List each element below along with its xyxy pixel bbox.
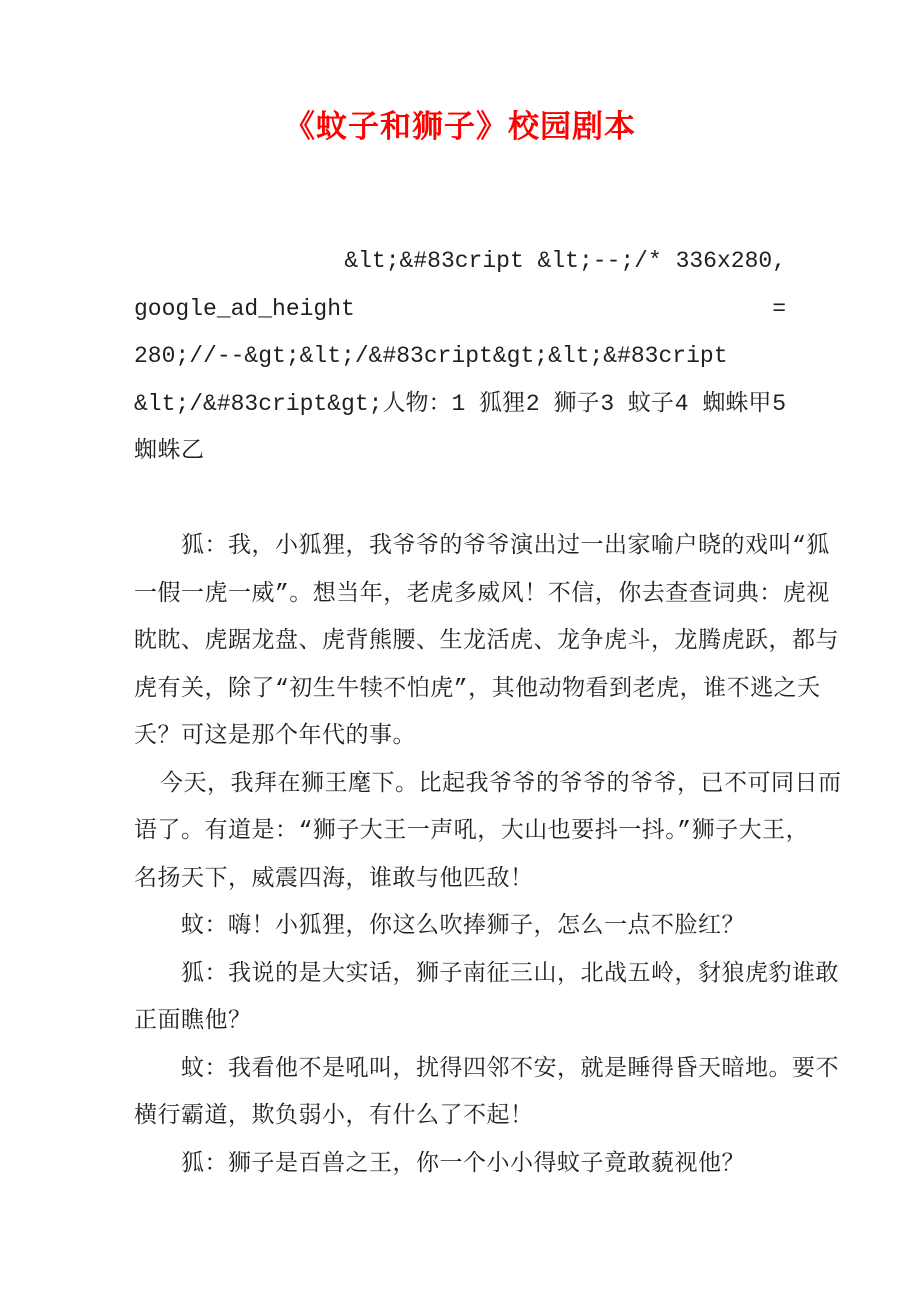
text-line-cast-list (134, 381, 786, 429)
text-adcode-equals: = (772, 295, 786, 322)
blank-line (134, 476, 786, 524)
text-line-mosquito-speech-3: 横行霸道，欺负弱小，有什么了不起！ (134, 1103, 534, 1129)
text-line-fox-speech-11: 狐：狮子是百兽之王，你一个小小得蚊子竟敢藐视他？ (181, 1150, 745, 1177)
text-line-fox-speech-4: 虎有关，除了“初生牛犊不怕虎”，其他动物看到老虎，谁不逃之夭 (134, 675, 821, 702)
text-line-mosquito-speech-1: 蚊：嗨！小狐狸，你这么吹捧狮子，怎么一点不脸红？ (181, 913, 745, 939)
text-line-adcode-2 (134, 286, 786, 334)
text-line-fox-speech-9: 狐：我说的是大实话，狮子南征三山，北战五岭，豺狼虎豹谁敢 (181, 960, 839, 987)
text-line-fox-speech-6: 今天，我拜在狮王麾下。比起我爷爷的爷爷的爷爷，已不可同日而 (160, 770, 842, 797)
document-body (134, 238, 842, 1188)
cast-item-fox: &lt;/&#83cript&gt;人物：1 狐狸 (134, 390, 526, 417)
text-line-adcode-1: &lt;&#83cript &lt;--;/* 336x280, (344, 248, 786, 274)
text-line-fox-speech-8: 名扬天下，威震四海，谁敢与他匹敌！ (134, 865, 534, 892)
cast-item-lion: 2 狮子 (525, 390, 600, 417)
text-line-fox-speech-3: 眈眈、虎踞龙盘、虎背熊腰、生龙活虎、龙争虎斗，龙腾虎跃，都与 (134, 628, 839, 654)
text-line-fox-speech-5: 夭？可这是那个年代的事。 (134, 723, 416, 749)
text-line-mosquito-speech-2: 蚊：我看他不是吼叫，扰得四邻不安，就是睡得昏天暗地。要不 (181, 1055, 839, 1082)
text-line-adcode-3: 280;//--&gt;&lt;/&#83cript&gt;&lt;&#83cript (134, 343, 728, 369)
text-line-fox-speech-2: 一假一虎一威”。想当年，老虎多威风！不信，你去查查词典：虎视 (134, 580, 830, 607)
text-line-fox-speech-1: 狐：我，小狐狸，我爷爷的爷爷演出过一出家喻户晓的戏叫“狐 (181, 533, 830, 559)
text-adcode-variable: google_ad_height (134, 295, 355, 322)
cast-item-mosquito: 3 蚊子 (600, 390, 674, 417)
text-line-fox-speech-7: 语了。有道是：“狮子大王一声吼，大山也要抖一抖。”狮子大王， (134, 818, 810, 844)
document-title: 《蚊子和狮子》校园剧本 (284, 112, 636, 147)
text-line-cast-list-2: 蜘蛛乙 (134, 438, 205, 464)
cast-item-spider-b-number: 5 (772, 390, 786, 417)
text-line-fox-speech-10: 正面瞧他？ (134, 1008, 252, 1034)
cast-item-spider-a: 4 蜘蛛甲 (674, 390, 772, 417)
